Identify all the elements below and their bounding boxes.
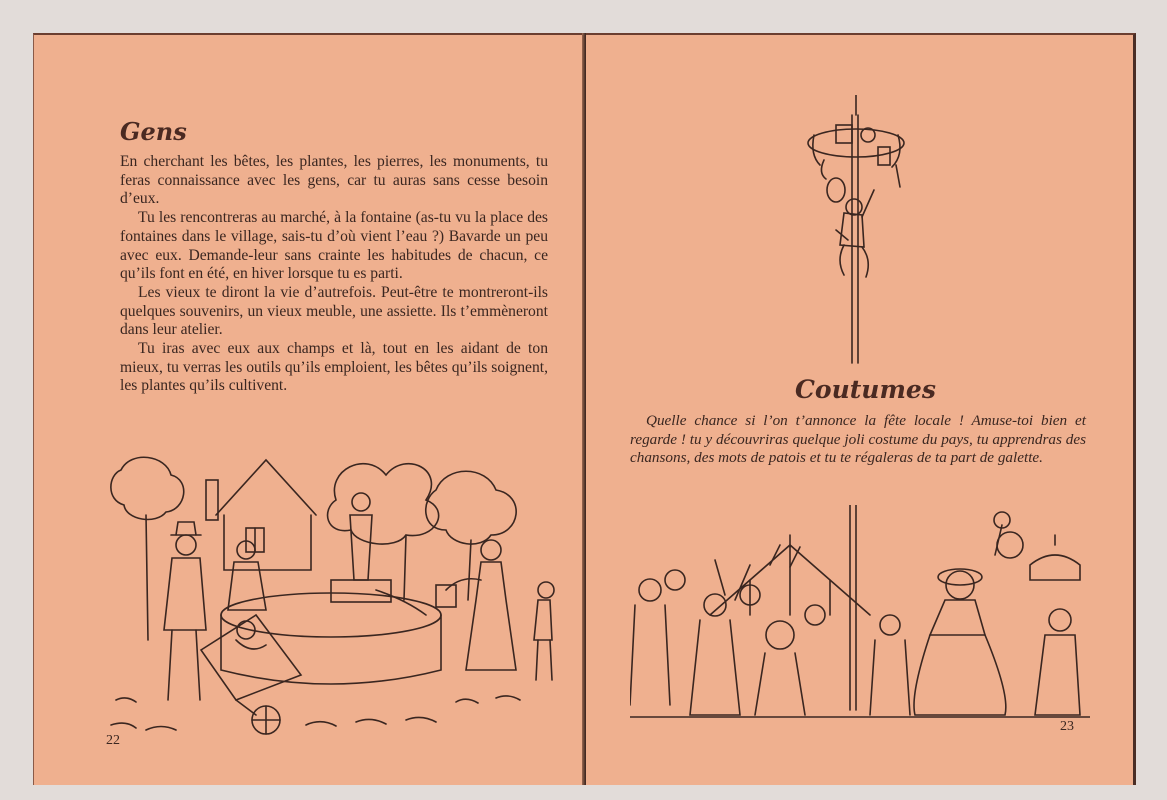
gens-paragraph: Tu les rencontreras au marché, à la fontaine (as-tu vu la place des fontaines dans le village, sais-tu d’où vient l’eau ?) Bavarde un peu avec eux. Demande-leur sans crainte les habitudes de chacun, ce qu’ils font en été, en hiver lorsque tu es parti. <box>120 209 548 283</box>
greasy-pole-illustration <box>796 95 916 365</box>
coutumes-paragraph: Quelle chance si l’on t’annonce la fête locale ! Amuse-toi bien et regarde ! tu y découvriras quelque joli costume du pays, tu apprendras des chansons, des mots de patois et tu te régaleras de ta part de galette. <box>630 412 1086 467</box>
village-fete-illustration <box>630 505 1090 720</box>
page-title-coutumes: Coutumes <box>795 375 936 404</box>
left-page <box>33 33 589 785</box>
book-spread <box>33 33 1138 788</box>
fountain-village-illustration <box>106 440 556 735</box>
gens-paragraph: Les vieux te diront la vie d’autrefois. Peut-être te montreront-ils quelques souvenirs, un vieux meuble, une assiette. Ils t’emmèneront dans leur atelier. <box>120 283 548 339</box>
gens-paragraph: Tu iras avec eux aux champs et là, tout en les aidant de ton mieux, tu verras les outils qu’ils emploient, les bêtes qu’ils soignent, les plantes qu’ils cultivent. <box>120 340 548 395</box>
right-page <box>586 33 1136 785</box>
page-number-right: 23 <box>1060 719 1074 734</box>
page-title-gens: Gens <box>120 117 187 146</box>
coutumes-body-text <box>630 412 1086 468</box>
gens-paragraph: En cherchant les bêtes, les plantes, les pierres, les monuments, tu feras connaissance avec les gens, car tu auras sans cesse besoin d’eux. <box>120 153 548 208</box>
gens-body-text <box>120 153 548 396</box>
page-number-left: 22 <box>106 733 120 748</box>
